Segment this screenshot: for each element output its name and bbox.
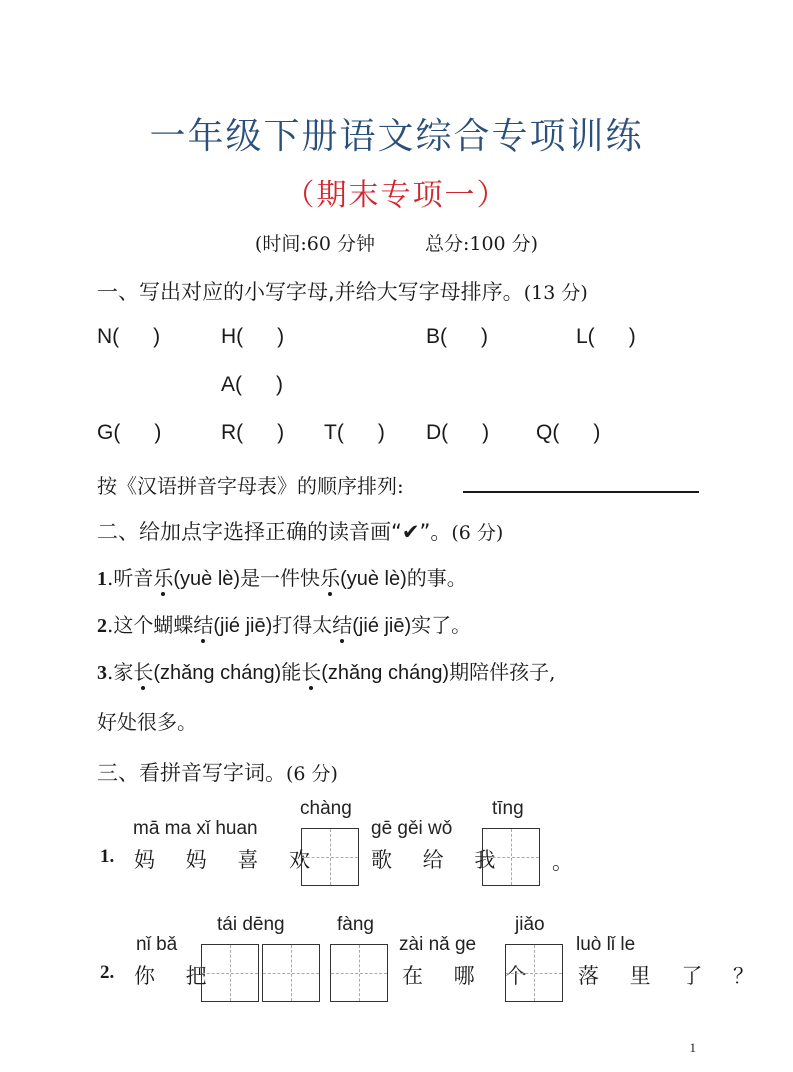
letter-n[interactable]: N( ) xyxy=(97,325,161,348)
pinyin-choice[interactable]: (yuè lè) xyxy=(340,568,407,590)
page-subtitle: （期末专项一） xyxy=(284,178,509,213)
pinyin-text: zài nǎ ge xyxy=(399,934,477,955)
time-limit: (时间:60 分钟 xyxy=(254,233,375,255)
letter-t[interactable]: T( ) xyxy=(324,421,385,444)
pinyin-choice[interactable]: (yuè lè) xyxy=(173,568,241,590)
letter-d[interactable]: D( ) xyxy=(426,421,490,444)
question-2: 2.这个蝴蝶结(jié jiē)打得太结(jié jiē)实了。 xyxy=(97,613,472,637)
section3-heading: 三、看拼音写字词。(6 分) xyxy=(97,761,338,785)
writing-box[interactable] xyxy=(201,944,259,1002)
pinyin-text: luò lǐ le xyxy=(576,934,636,955)
writing-box[interactable] xyxy=(301,828,359,886)
writing-box[interactable] xyxy=(262,944,320,1002)
writing-box[interactable] xyxy=(505,944,563,1002)
pinyin-text: nǐ bǎ xyxy=(136,934,178,955)
pinyin-text: mā ma xǐ huan xyxy=(133,818,258,839)
letter-a[interactable]: A( ) xyxy=(221,373,283,396)
section1-heading: 一、写出对应的小写字母,并给大写字母排序。(13 分) xyxy=(97,280,588,304)
pinyin-choice[interactable]: (jié jiē) xyxy=(213,615,273,637)
page-title: 一年级下册语文综合专项训练 xyxy=(149,116,644,157)
hanzi-text: 妈 妈 喜 欢 xyxy=(134,848,323,872)
letter-r[interactable]: R( ) xyxy=(221,421,285,444)
letter-b[interactable]: B( ) xyxy=(426,325,488,348)
hanzi-text: 歌 给 我 xyxy=(371,848,508,872)
writing-box[interactable] xyxy=(482,828,540,886)
order-prompt: 按《汉语拼音字母表》的顺序排列: xyxy=(97,474,404,498)
exam-meta xyxy=(0,229,793,256)
hanzi-text: 你 把 xyxy=(134,964,219,988)
question-3: 3.家长(zhǎng cháng)能长(zhǎng cháng)期陪伴孩子, xyxy=(97,660,556,684)
question-1: 1.听音乐(yuè lè)是一件快乐(yuè lè)的事。 xyxy=(97,566,467,590)
letter-l[interactable]: L( ) xyxy=(576,325,636,348)
pinyin-choice[interactable]: (zhǎng cháng) xyxy=(321,662,450,684)
page-number: 1 xyxy=(689,1040,696,1055)
writing-box[interactable] xyxy=(330,944,388,1002)
hanzi-text: 落 里 了 ？ xyxy=(578,964,767,988)
total-score: 总分:100 分) xyxy=(424,233,539,255)
sentence-end: 。 xyxy=(552,850,585,874)
box-pinyin: chàng xyxy=(300,798,352,819)
question-3-continued: 好处很多。 xyxy=(97,710,197,734)
item-number: 1. xyxy=(100,846,115,867)
box-pinyin: tái dēng xyxy=(217,914,285,935)
item-number: 2. xyxy=(100,962,115,983)
letter-h[interactable]: H( ) xyxy=(221,325,285,348)
order-answer-line[interactable] xyxy=(463,491,699,493)
pinyin-choice[interactable]: (zhǎng cháng) xyxy=(153,662,282,684)
pinyin-text: gē gěi wǒ xyxy=(371,818,453,839)
box-pinyin: fàng xyxy=(337,914,374,935)
hanzi-text: 在 哪 个 xyxy=(402,964,539,988)
pinyin-choice[interactable]: (jié jiē) xyxy=(352,615,412,637)
box-pinyin: tīng xyxy=(492,798,524,819)
box-pinyin: jiǎo xyxy=(515,914,545,935)
letter-q[interactable]: Q( ) xyxy=(536,421,601,444)
letter-g[interactable]: G( ) xyxy=(97,421,162,444)
section2-heading: 二、给加点字选择正确的读音画“✔”。(6 分) xyxy=(97,520,504,544)
